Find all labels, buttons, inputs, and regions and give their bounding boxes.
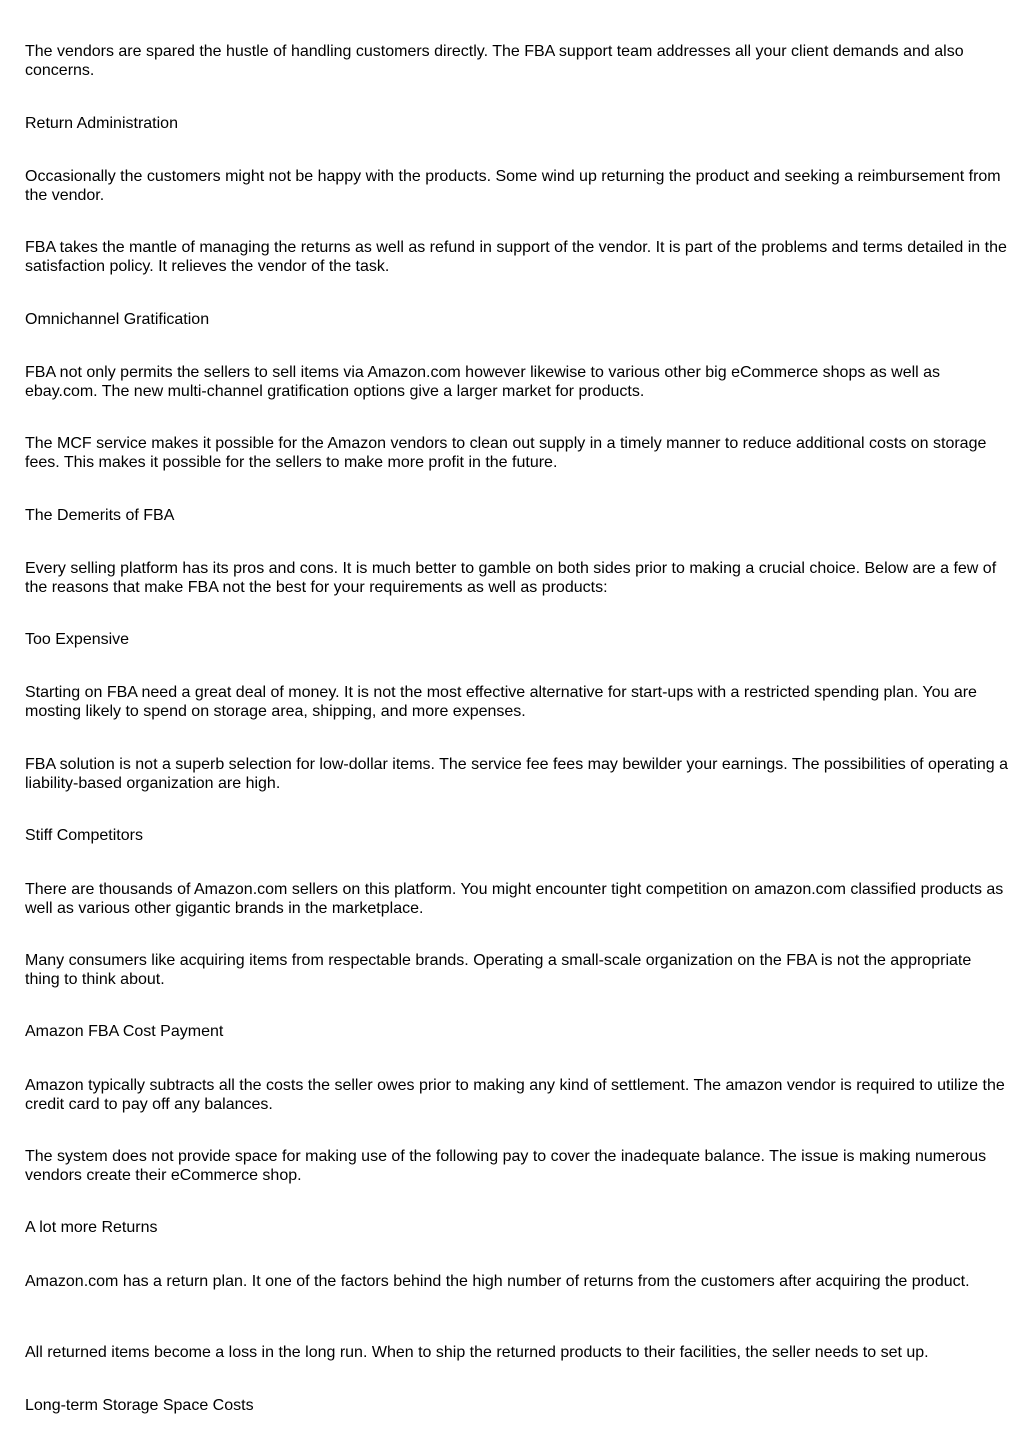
heading-stiff-competitors: Stiff Competitors xyxy=(25,827,143,844)
paragraph-mcf-service: The MCF service makes it possible for the Amazon vendors to clean out supply in a timely manner to reduce additional costs on storage fees. This makes it possible for the sellers to make more profit in the future. xyxy=(25,435,987,471)
heading-return-administration: Return Administration xyxy=(25,115,178,132)
paragraph-thousands-of-sellers: There are thousands of Amazon.com sellers on this platform. You might encounter tight competition on amazon.com classified products as well as various other gigantic brands in the marketplace. xyxy=(25,881,1004,917)
heading-long-term-storage: Long-term Storage Space Costs xyxy=(25,1397,254,1414)
paragraph-returned-items-loss: All returned items become a loss in the long run. When to ship the returned products to their facilities, the seller needs to set up. xyxy=(25,1344,929,1361)
paragraph-return-plan: Amazon.com has a return plan. It one of the factors behind the high number of returns from the customers after acquiring the product. xyxy=(25,1273,970,1290)
paragraph-respectable-brands: Many consumers like acquiring items from respectable brands. Operating a small-scale organization on the FBA is not the appropriate thing to think about. xyxy=(25,952,972,988)
heading-demerits-of-fba: The Demerits of FBA xyxy=(25,507,175,524)
heading-too-expensive: Too Expensive xyxy=(25,631,130,648)
paragraph-customers-unhappy: Occasionally the customers might not be happy with the products. Some wind up returning the product and seeking a reimbursement from the vendor. xyxy=(25,168,1001,204)
document-page xyxy=(25,0,1010,1448)
paragraph-starting-costs: Starting on FBA need a great deal of money. It is not the most effective alternative for start-ups with a restricted spending plan. You are mosting likely to spend on storage area, shipping, and more expenses. xyxy=(25,684,977,720)
paragraph-low-dollar-items: FBA solution is not a superb selection for low-dollar items. The service fee fees may bewilder your earnings. The possibilities of operating a liability-based organization are high. xyxy=(25,756,1009,792)
paragraph-vendors-spared: The vendors are spared the hustle of handling customers directly. The FBA support team addresses all your client demands and also concerns. xyxy=(25,43,964,79)
heading-more-returns: A lot more Returns xyxy=(25,1219,158,1236)
paragraph-subtracts-costs: Amazon typically subtracts all the costs the seller owes prior to making any kind of settlement. The amazon vendor is required to utilize the credit card to pay off any balances. xyxy=(25,1077,1005,1113)
paragraph-inadequate-balance: The system does not provide space for making use of the following pay to cover the inadequate balance. The issue is making numerous vendors create their eCommerce shop. xyxy=(25,1148,987,1184)
paragraph-pros-and-cons: Every selling platform has its pros and cons. It is much better to gamble on both sides prior to making a crucial choice. Below are a few of the reasons that make FBA not the best for your requirements as well as products: xyxy=(25,560,997,596)
heading-fba-cost-payment: Amazon FBA Cost Payment xyxy=(25,1023,224,1040)
paragraph-fba-manages-returns: FBA takes the mantle of managing the returns as well as refund in support of the vendor. It is part of the problems and terms detailed in the satisfaction policy. It relieves the vendor of the task. xyxy=(25,239,1007,275)
heading-omnichannel-gratification: Omnichannel Gratification xyxy=(25,311,210,328)
paragraph-multi-channel: FBA not only permits the sellers to sell items via Amazon.com however likewise to various other big eCommerce shops as well as ebay.com. The new multi-channel gratification options give a larger market for products. xyxy=(25,364,941,400)
